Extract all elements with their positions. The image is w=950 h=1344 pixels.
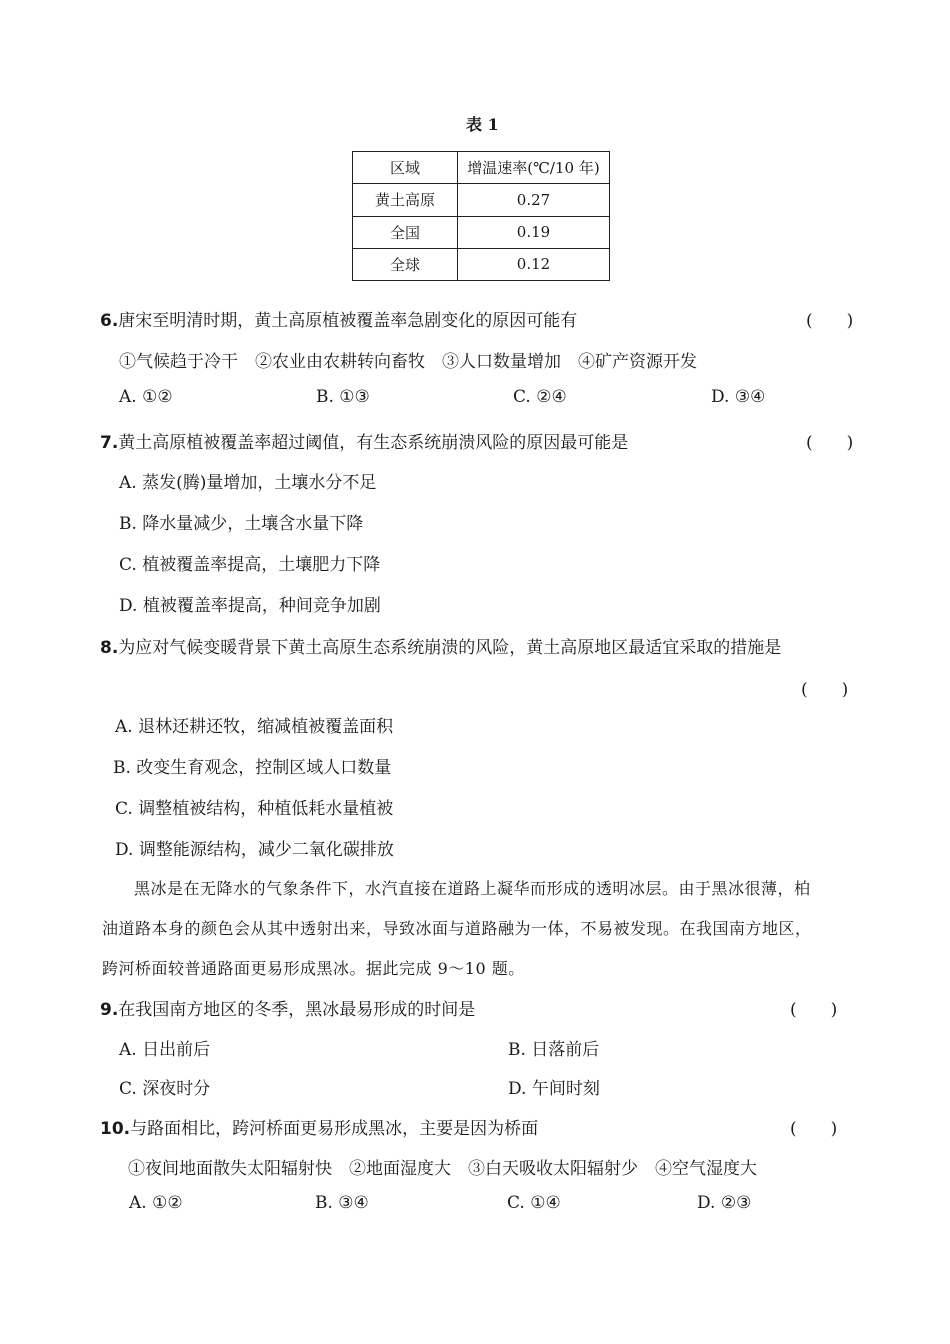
table-row xyxy=(353,216,610,248)
question-6-option-b: B. ①③ xyxy=(316,387,370,407)
question-10-text: 与路面相比，跨河桥面更易形成黑冰，主要是因为桥面 xyxy=(130,1119,539,1139)
question-10-stem xyxy=(100,1114,538,1139)
table-cell-region: 全国 xyxy=(353,216,458,248)
question-10-option-c: C. ①④ xyxy=(507,1193,561,1213)
question-6-answer-paren: ( ) xyxy=(806,311,854,331)
question-6-option-a: A. ①② xyxy=(119,387,173,407)
question-6-option-d: D. ③④ xyxy=(711,387,766,407)
table-header-region: 区域 xyxy=(353,152,458,184)
question-9-stem xyxy=(100,995,475,1020)
question-7-option-d: D. 植被覆盖率提高，种间竞争加剧 xyxy=(119,596,381,616)
question-9-option-b: B. 日落前后 xyxy=(508,1040,600,1060)
question-8-stem xyxy=(100,633,781,658)
question-10-option-d: D. ②③ xyxy=(697,1193,752,1213)
question-9-option-d: D. 午间时刻 xyxy=(508,1079,600,1099)
question-7-stem xyxy=(100,428,628,453)
warming-rate-table xyxy=(352,151,610,281)
table-row xyxy=(353,248,610,280)
table-cell-region: 黄土高原 xyxy=(353,184,458,216)
question-9-answer-paren: ( ) xyxy=(790,1000,838,1020)
question-8-number: 8. xyxy=(100,638,119,658)
question-7-option-a: A. 蒸发(腾)量增加，土壤水分不足 xyxy=(119,473,377,493)
question-8-text: 为应对气候变暖背景下黄土高原生态系统崩溃的风险，黄土高原地区最适宜采取的措施是 xyxy=(118,638,782,658)
question-10-option-a: A. ①② xyxy=(129,1193,183,1213)
table-cell-rate: 0.12 xyxy=(458,248,610,280)
question-9-number: 9. xyxy=(100,1000,119,1020)
question-6-statements: ①气候趋于冷干 ②农业由农耕转向畜牧 ③人口数量增加 ④矿产资源开发 xyxy=(119,352,697,372)
question-6-option-c: C. ②④ xyxy=(513,387,567,407)
question-10-option-b: B. ③④ xyxy=(315,1193,369,1213)
passage-line-2: 油道路本身的颜色会从其中透射出来，导致冰面与道路融为一体，不易被发现。在我国南方地区， xyxy=(102,919,812,938)
question-6-number: 6. xyxy=(100,311,119,331)
question-7-option-c: C. 植被覆盖率提高，土壤肥力下降 xyxy=(119,555,381,575)
question-9-option-c: C. 深夜时分 xyxy=(119,1079,211,1099)
question-7-option-b: B. 降水量减少，土壤含水量下降 xyxy=(119,514,364,534)
question-8-option-b: B. 改变生育观念，控制区域人口数量 xyxy=(113,758,392,778)
table-cell-rate: 0.19 xyxy=(458,216,610,248)
question-10-answer-paren: ( ) xyxy=(790,1119,838,1139)
question-8-answer-paren: ( ) xyxy=(801,680,849,700)
passage-line-3: 跨河桥面较普通路面更易形成黑冰。据此完成 9～10 题。 xyxy=(102,959,525,978)
table-header-rate: 增温速率(℃/10 年) xyxy=(458,152,610,184)
question-10-number: 10. xyxy=(100,1119,131,1139)
question-8-option-c: C. 调整植被结构，种植低耗水量植被 xyxy=(115,799,394,819)
table-row xyxy=(353,184,610,216)
question-9-option-a: A. 日出前后 xyxy=(119,1040,211,1060)
passage-line-1: 黑冰是在无降水的气象条件下，水汽直接在道路上凝华而形成的透明冰层。由于黑冰很薄，柏 xyxy=(134,879,811,898)
question-8-option-a: A. 退林还耕还牧，缩减植被覆盖面积 xyxy=(115,717,394,737)
question-8-option-d: D. 调整能源结构，减少二氧化碳排放 xyxy=(115,840,394,860)
question-6-stem xyxy=(100,306,577,331)
question-7-number: 7. xyxy=(100,433,119,453)
table-cell-region: 全球 xyxy=(353,248,458,280)
table-caption: 表 1 xyxy=(466,115,499,134)
table-header-row xyxy=(353,152,610,184)
question-6-text: 唐宋至明清时期，黄土高原植被覆盖率急剧变化的原因可能有 xyxy=(118,311,578,331)
question-7-answer-paren: ( ) xyxy=(806,433,854,453)
question-9-text: 在我国南方地区的冬季，黑冰最易形成的时间是 xyxy=(118,1000,476,1020)
table-cell-rate: 0.27 xyxy=(458,184,610,216)
question-10-statements: ①夜间地面散失太阳辐射快 ②地面湿度大 ③白天吸收太阳辐射少 ④空气湿度大 xyxy=(128,1159,757,1179)
question-7-text: 黄土高原植被覆盖率超过阈值，有生态系统崩溃风险的原因最可能是 xyxy=(118,433,629,453)
